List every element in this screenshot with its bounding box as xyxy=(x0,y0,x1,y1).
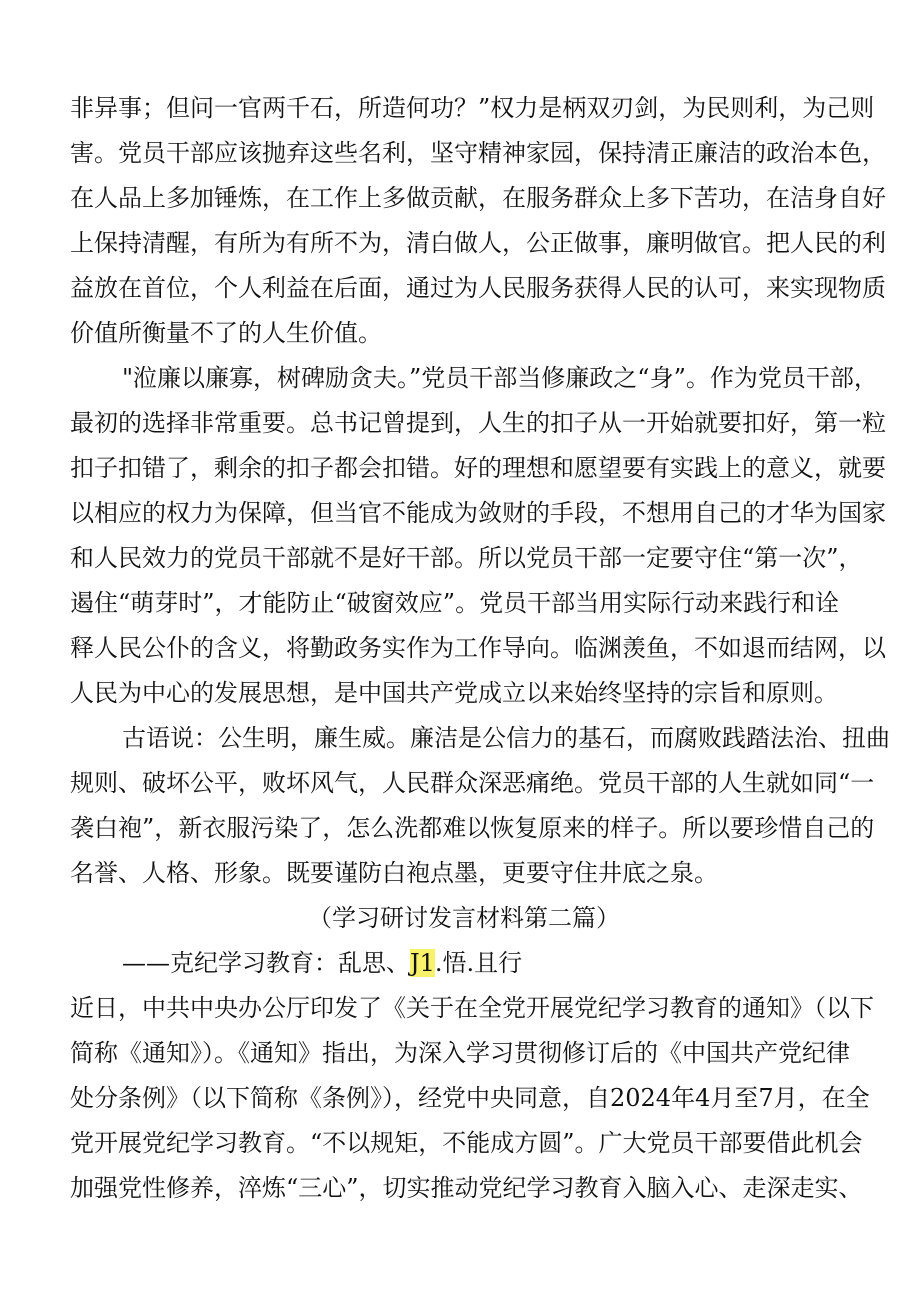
text-line: 名誉、人格、形象。既要谨防白袍点墨，更要守住井底之泉。 xyxy=(70,859,718,887)
text-line: "涖廉以廉寡，树碑励贪夫。”党员干部当修廉政之“身”。作为党员干部， xyxy=(122,364,878,392)
text-line: 遏住“萌芽时”，才能防止“破窗效应”。党员干部当用实际行动来践行和诠 xyxy=(70,589,840,617)
text-line: 在人品上多加锤炼，在工作上多做贡献，在服务群众上多下苦功，在洁身自好 xyxy=(70,184,886,212)
text-line: 最初的选择非常重要。总书记曾提到，人生的扣子从一开始就要扣好，第一粒 xyxy=(70,409,886,437)
text-line: 近日，中共中央办公厅印发了《关于在全党开展党纪学习教育的通知》（以下 xyxy=(70,994,874,1022)
text-line: 价值所衡量不了的人生价值。 xyxy=(70,319,382,347)
subtitle-text-after: .悟.且行 xyxy=(434,949,523,977)
text-line: 古语说：公生明，廉生威。廉洁是公信力的基石，而腐败践踏法治、扭曲 xyxy=(122,724,890,752)
text-line: 益放在首位，个人利益在后面，通过为人民服务获得人民的认可，来实现物质 xyxy=(70,274,886,302)
text-line: 上保持清醒，有所为有所不为，清白做人，公正做事，廉明做官。把人民的利 xyxy=(70,229,886,257)
text-line: 加强党性修养，淬炼“三心”，切实推动党纪学习教育入脑入心、走深走实、 xyxy=(70,1174,863,1202)
text-line: 释人民公仆的含义，将勤政务实作为工作导向。临渊羡鱼，不如退而结网，以 xyxy=(70,634,886,662)
section-subtitle xyxy=(70,941,858,986)
text-line: 害。党员干部应该抛弃这些名利，坚守精神家园，保持清正廉洁的政治本色， xyxy=(70,139,886,167)
text-line: 规则、破坏公平，败坏风气，人民群众深恶痛绝。党员干部的人生就如同“一 xyxy=(70,769,875,797)
text-line: 以相应的权力为保障，但当官不能成为敛财的手段，不想用自己的才华为国家 xyxy=(70,499,886,527)
document-body-continued xyxy=(70,986,874,1211)
document-body xyxy=(70,86,890,941)
text-line: 处分条例》（以下简称《条例》），经党中央同意，自2024年4月至7月，在全 xyxy=(70,1084,870,1112)
text-line: 袭白袍”，新衣服污染了，怎么洗都难以恢复原来的样子。所以要珍惜自己的 xyxy=(70,814,875,842)
text-line: 非异事；但问一官两千石，所造何功？”权力是柄双刃剑，为民则利，为己则 xyxy=(70,94,875,122)
text-line: 人民为中心的发展思想，是中国共产党成立以来始终坚持的宗旨和原则。 xyxy=(70,679,838,707)
subtitle-text-before: ——克纪学习教育：乱思、 xyxy=(122,949,410,977)
text-line: 和人民效力的党员干部就不是好干部。所以党员干部一定要守住“第一次”， xyxy=(70,544,863,572)
text-line: 简称《通知》）。《通知》指出，为深入学习贯彻修订后的《中国共产党纪律 xyxy=(70,1039,850,1067)
text-line: 党开展党纪学习教育。“不以规矩，不能成方圆”。广大党员干部要借此机会 xyxy=(70,1129,863,1157)
section-title: （学习研讨发言材料第二篇） xyxy=(308,904,620,932)
text-line: 扣子扣错了，剩余的扣子都会扣错。好的理想和愿望要有实践上的意义，就要 xyxy=(70,454,886,482)
highlighted-text: J1 xyxy=(410,949,435,977)
